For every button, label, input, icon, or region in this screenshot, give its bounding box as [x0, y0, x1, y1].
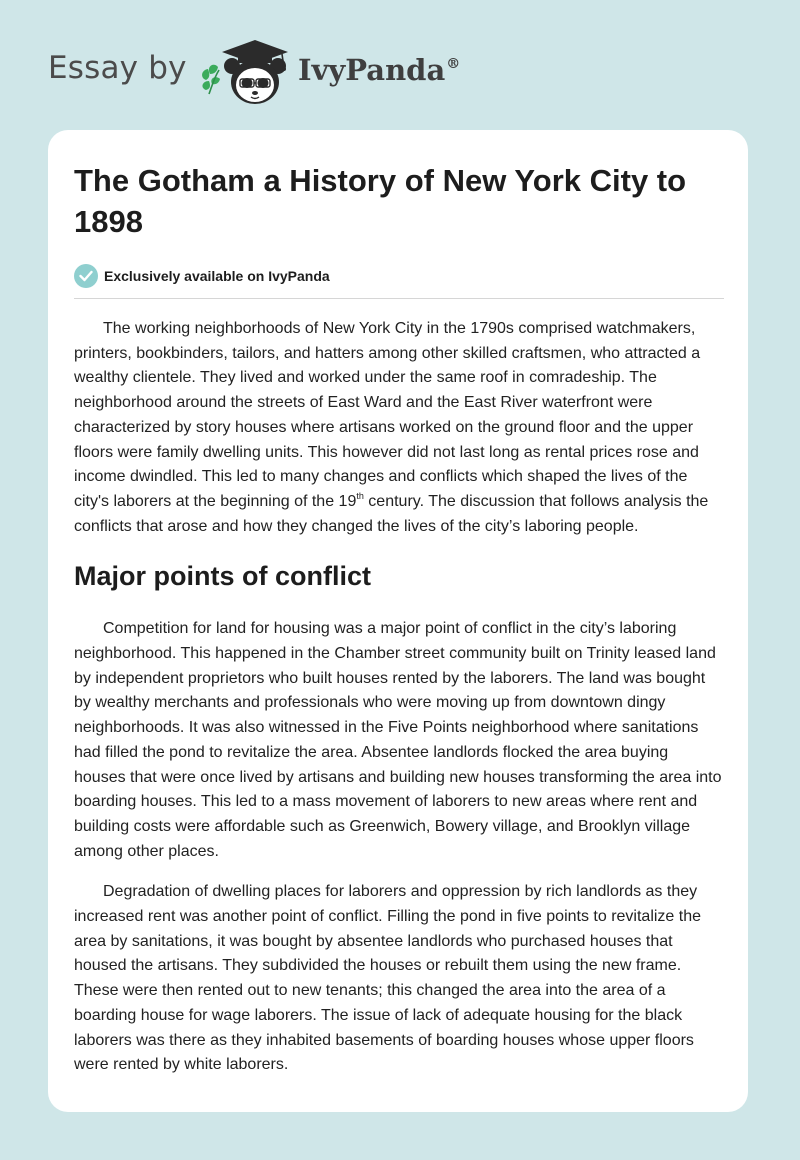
page-title: The Gotham a History of New York City to 1898 [74, 163, 687, 239]
brand-name[interactable] [298, 53, 460, 87]
section-heading: Major points of conflict [74, 561, 371, 592]
essay-content [74, 160, 724, 1078]
paragraph-intro-text-end: century. The discussion that follows analysis the conflicts that arose and how they changed the lives of the city’s laboring people. [74, 492, 709, 535]
brand-prefix: Essay by [48, 50, 187, 86]
ivy-leaf-icon [202, 65, 220, 94]
site-header [0, 0, 800, 130]
paragraph-degradation: Degradation of dwelling places for laborers and oppression by rich landlords as they increased rent was another point of conflict. Filling the pond in five points to revitalize the area by sanitations, it was bought by absentee landlords who purchased houses that housed the artisans. They subdivided the houses or rebuilt them using the new frame. These were then rented out to new tenants; this changed the area into the area of a boarding house for wage laborers. The issue of lack of adequate housing for the black laborers was there as they inhabited basements of boarding houses whose upper floors were rented by white laborers. [74, 883, 702, 1074]
exclusive-badge [74, 263, 724, 289]
check-circle-icon [74, 264, 98, 288]
paragraph-land-competition: Competition for land for housing was a major point of conflict in the city’s laboring neighborhood. This happened in the Chamber street community built on Trinity leased land by independent proprietors who built houses rented by the laborers. The land was bought by wealthy merchants and professionals who were moving up from downtown dingy neighborhoods. It was also witnessed in the Five Points neighborhood where sanitations had filled the pond to revitalize the area. Absentee landlords flocked the area buying houses that were once lived by artisans and building new houses transforming the area into boarding houses. This led to a mass movement of laborers to new areas where rent and building costs were affordable such as Greenwich, Bowery village, and Brooklyn village among other places. [74, 620, 722, 860]
badge-label: Exclusively available on IvyPanda [104, 268, 330, 284]
panda-graduate-icon[interactable] [200, 34, 294, 110]
essay-card [48, 130, 748, 1112]
brand-name-text: IvyPanda [298, 53, 446, 87]
ordinal-suffix: th [356, 490, 364, 501]
paragraph-intro [74, 317, 724, 539]
divider [74, 298, 724, 299]
registered-mark: ® [446, 56, 461, 72]
paragraph-intro-text: The working neighborhoods of New York City in the 1790s comprised watchmakers, printers, bookbinders, tailors, and hatters among other skilled craftsmen, who attracted a wealthy clientele. They lived and worked under the same roof in comradeship. The neighborhood around the streets of East Ward and the East River waterfront were characterized by story houses where artisans worked on the ground floor and the upper floors were family dwelling units. This however did not last long as rental prices rose and income dwindled. This led to many changes and conflicts which shaped the lives of the city's laborers at the beginning of the 19 [74, 320, 701, 510]
